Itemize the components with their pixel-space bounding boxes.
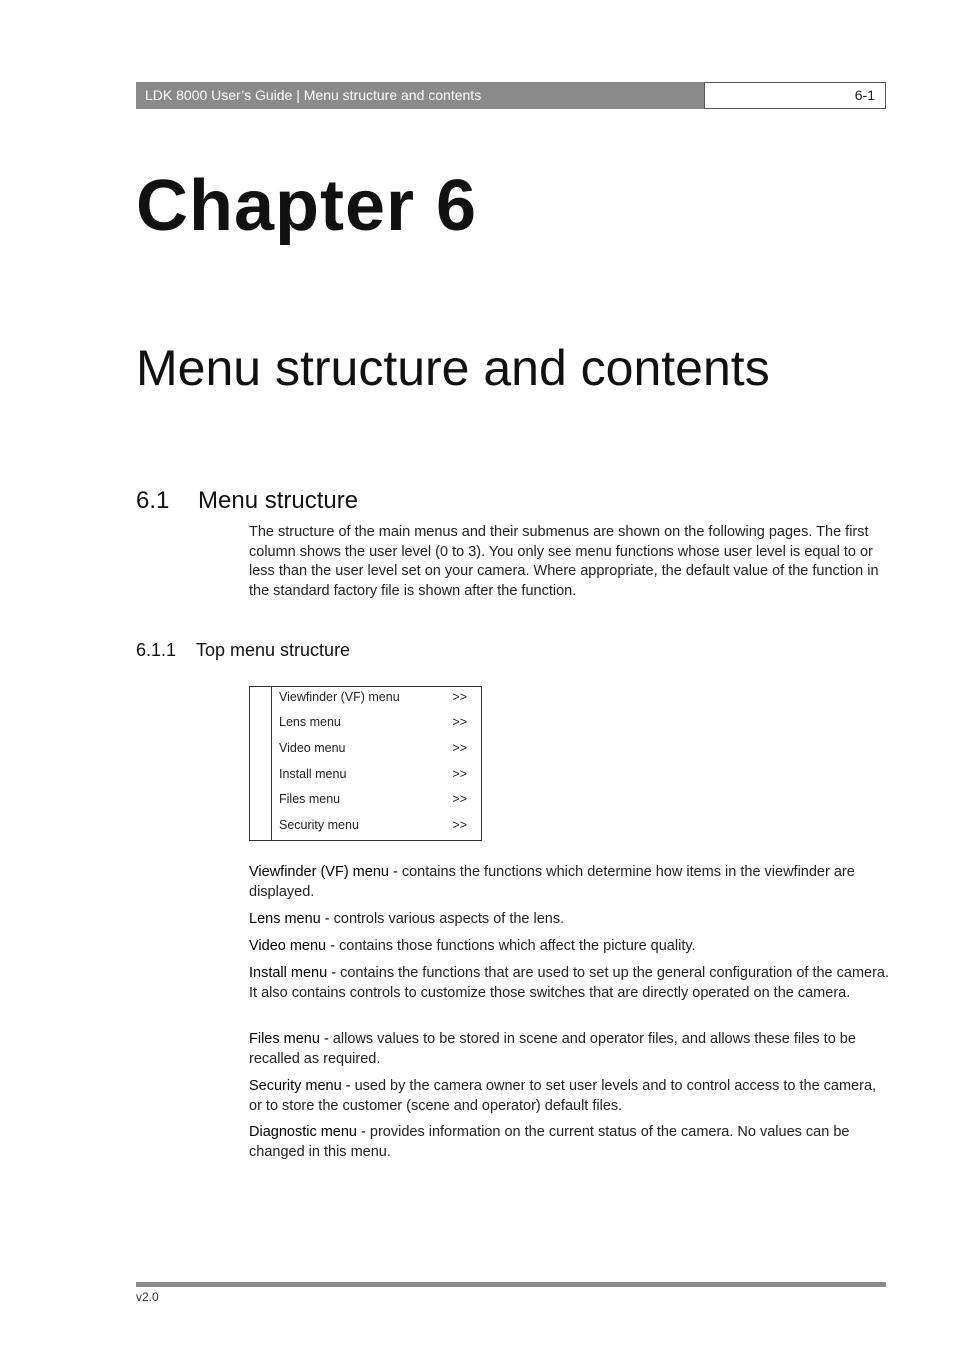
section-number: 6.1 bbox=[136, 487, 170, 514]
description-term: Diagnostic menu - bbox=[249, 1124, 366, 1140]
description-term: Security menu - bbox=[249, 1078, 351, 1094]
subsection-number: 6.1.1 bbox=[136, 640, 177, 660]
submenu-arrow: >> bbox=[452, 690, 467, 704]
description-install bbox=[249, 964, 889, 1003]
description-text: allows values to be stored in scene and operator files, and allows these files to be recalled as required. bbox=[249, 1031, 856, 1067]
header-title: LDK 8000 User’s Guide | Menu structure and contents bbox=[136, 82, 704, 109]
menu-row-label: Files menu bbox=[279, 792, 341, 806]
description-diagnostic bbox=[249, 1123, 889, 1162]
section-heading bbox=[136, 486, 358, 516]
footer-rule bbox=[136, 1282, 886, 1287]
menu-row-label: Lens menu bbox=[279, 715, 341, 729]
submenu-arrow: >> bbox=[452, 767, 467, 781]
description-text: contains the functions which determine how items in the viewfinder are displayed. bbox=[249, 864, 855, 900]
description-term: Files menu - bbox=[249, 1031, 329, 1047]
menu-row-video bbox=[279, 738, 469, 758]
section-paragraph: The structure of the main menus and their submenus are shown on the following pages. The first column shows the user level (0 to 3). You only see menu functions whose user level is equal to or less than the user level set on your camera. Where appropriate, the default value of the function in the standard factory file is shown after the function. bbox=[249, 524, 879, 599]
chapter-label: Chapter 6 bbox=[136, 166, 478, 246]
description-lens bbox=[249, 910, 889, 930]
description-viewfinder bbox=[249, 863, 889, 902]
description-text: provides information on the current status of the camera. No values can be changed in this menu. bbox=[249, 1124, 850, 1160]
menu-row-lens bbox=[279, 712, 469, 732]
description-term: Viewfinder (VF) menu - bbox=[249, 864, 398, 880]
description-text: used by the camera owner to set user levels and to control access to the camera, or to store the customer (scene and operator) default files. bbox=[249, 1078, 877, 1114]
description-video bbox=[249, 937, 889, 957]
description-security bbox=[249, 1077, 889, 1116]
section-title: Menu structure bbox=[198, 487, 359, 514]
menu-row-label: Install menu bbox=[279, 767, 347, 781]
description-files bbox=[249, 1030, 889, 1069]
chapter-title: Menu structure and contents bbox=[136, 340, 770, 396]
top-menu-table bbox=[249, 686, 482, 841]
submenu-arrow: >> bbox=[452, 715, 467, 729]
footer-version: v2.0 bbox=[136, 1290, 159, 1304]
description-term: Lens menu - bbox=[249, 911, 330, 927]
menu-row-security bbox=[279, 815, 469, 835]
submenu-arrow: >> bbox=[452, 792, 467, 806]
menu-row-viewfinder bbox=[279, 687, 469, 707]
menu-row-label: Viewfinder (VF) menu bbox=[279, 690, 400, 704]
page-header bbox=[136, 82, 886, 109]
menu-row-label: Security menu bbox=[279, 818, 359, 832]
description-text: contains those functions which affect the picture quality. bbox=[334, 938, 696, 954]
subsection-heading bbox=[136, 638, 350, 662]
description-text: contains the functions that are used to set up the general configuration of the camera. It also contains controls to customize those switches that are directly operated on the camera. bbox=[249, 965, 890, 1001]
description-term: Install menu - bbox=[249, 965, 337, 981]
menu-row-install bbox=[279, 764, 469, 784]
submenu-arrow: >> bbox=[452, 741, 467, 755]
user-level-column bbox=[250, 687, 272, 840]
description-term: Video menu - bbox=[249, 938, 335, 954]
description-text: controls various aspects of the lens. bbox=[329, 911, 565, 927]
header-page-number: 6-1 bbox=[704, 82, 886, 109]
submenu-arrow: >> bbox=[452, 818, 467, 832]
menu-row-files bbox=[279, 789, 469, 809]
menu-row-label: Video menu bbox=[279, 741, 346, 755]
subsection-title: Top menu structure bbox=[196, 640, 351, 660]
